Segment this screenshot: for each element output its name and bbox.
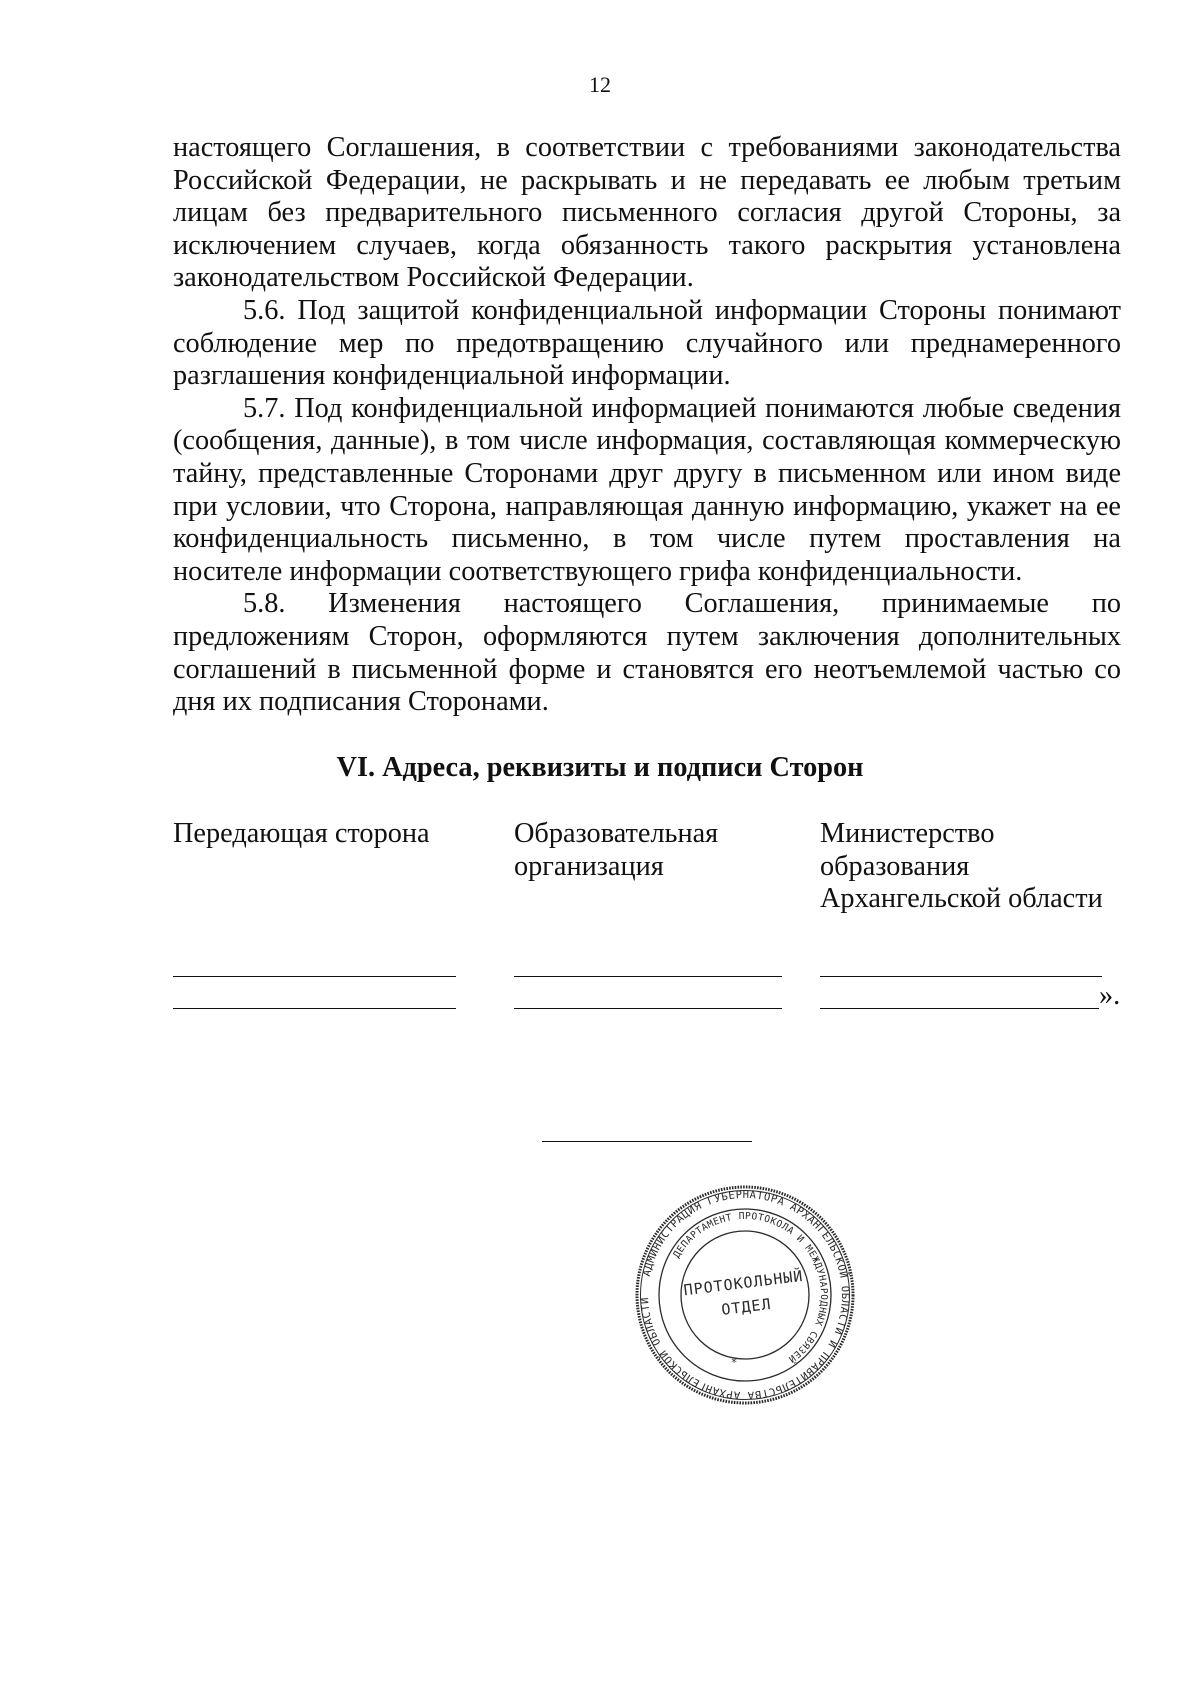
party-educational-line: Образовательная bbox=[514, 818, 719, 849]
seal-center-line2: ОТДЕЛ bbox=[720, 1294, 773, 1319]
signature-line bbox=[173, 1008, 456, 1009]
party-educational bbox=[514, 818, 718, 883]
party-ministry-line: образования bbox=[820, 850, 970, 882]
signature-line bbox=[514, 1008, 782, 1009]
seal-inner-text: ДЕПАРТАМЕНТ ПРОТОКОЛА И МЕЖДУНАРОДНЫХ СВЯЗЕЙ bbox=[671, 1210, 830, 1365]
party-ministry-line: Архангельской области bbox=[820, 883, 1103, 915]
official-seal bbox=[634, 1184, 856, 1406]
paragraph-5-6: 5.6. Под защитой конфиденциальной информации Стороны понимают соблюдение мер по предотвращению случайного или преднамеренного разглашения конфиденциальной информации. bbox=[173, 294, 1121, 392]
signature-line bbox=[173, 976, 456, 977]
party-ministry-line: Министерство bbox=[820, 818, 995, 849]
seal-outer-text: АДМИНИСТРАЦИЯ ГУБЕРНАТОРА АРХАНГЕЛЬСКОЙ ОБЛАСТИ И ПРАВИТЕЛЬСТВА АРХАНГЕЛЬСКОЙ ОБЛАСТИ bbox=[638, 1188, 852, 1402]
party-ministry bbox=[820, 818, 1103, 916]
paragraph-5-7: 5.7. Под конфиденциальной информацией понимаются любые сведения (сообщения, данные), в том числе информация, составляющая коммерческую тайну, представленные Сторонами друг другу в письменном или ином виде при условии, что Сторона, направляющая данную информацию, укажет на ее конфиденциальность письменно, в том числе путем проставления на носителе информации соответствующего грифа конфиденциальности. bbox=[173, 392, 1121, 587]
signature-line bbox=[820, 1008, 1099, 1009]
section-heading: VI. Адреса, реквизиты и подписи Сторон bbox=[336, 752, 864, 783]
end-of-document-rule bbox=[542, 1141, 752, 1142]
party-educational-line: организация bbox=[514, 850, 664, 882]
paragraph-continuation: настоящего Соглашения, в соответствии с требованиями законодательства Российской Федерации, не раскрывать и не передавать ее любым третьим лицам без предварительного письменного согласия другой Стороны, за исключением случаев, когда обязанность такого раскрытия установлена законодательством Российской Федерации. bbox=[173, 132, 1121, 294]
document-body bbox=[173, 132, 1121, 719]
page-number: 12 bbox=[589, 72, 611, 97]
party-transferring bbox=[173, 818, 430, 851]
seal-star: * bbox=[730, 1356, 738, 1369]
signature-line bbox=[820, 976, 1102, 977]
party-transferring-line: Передающая сторона bbox=[173, 818, 430, 849]
paragraph-5-8: 5.8. Изменения настоящего Соглашения, принимаемые по предложениям Сторон, оформляются путем заключения дополнительных соглашений в письменной форме и становятся его неотъемлемой частью со дня их подписания Сторонами. bbox=[173, 588, 1121, 718]
signature-line bbox=[514, 976, 782, 977]
closing-quote: ». bbox=[1099, 980, 1121, 1011]
seal-center-line1: ПРОТОКОЛЬНЫЙ bbox=[682, 1266, 805, 1300]
